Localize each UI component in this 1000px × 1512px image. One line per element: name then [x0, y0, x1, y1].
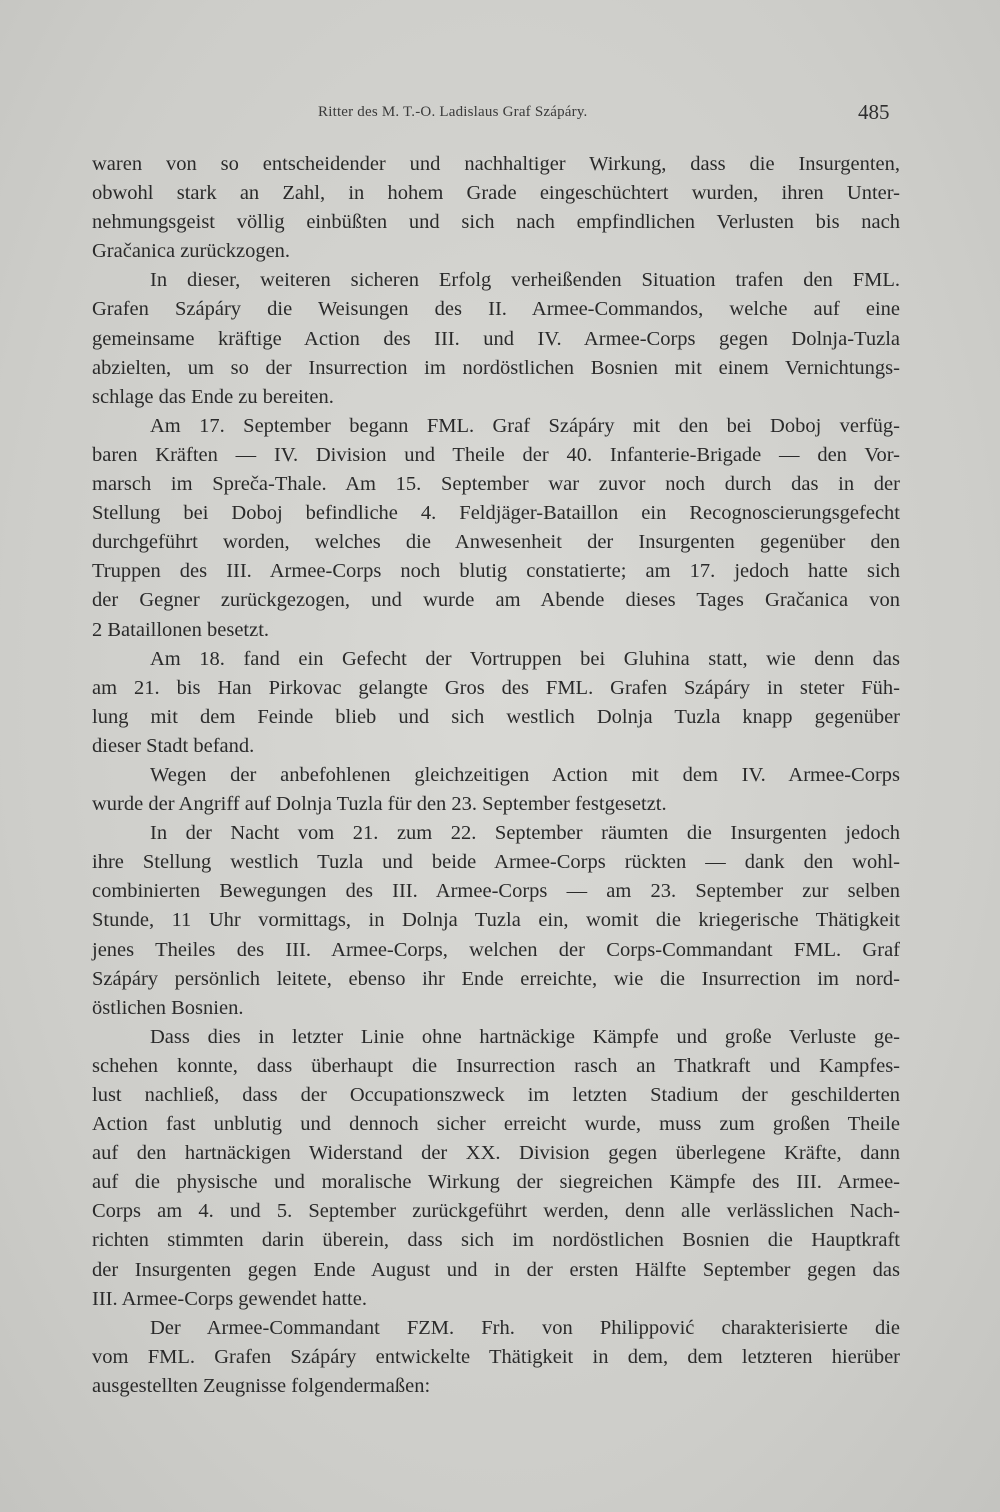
text-line: jenes Theiles des III. Armee-Corps, welchen der Corps-Commandant FML. Graf	[92, 938, 900, 961]
running-head: Ritter des M. T.-O. Ladislaus Graf Szápáry.	[318, 104, 588, 120]
text-line: auf den hartnäckigen Widerstand der XX. Division gegen überlegene Kräfte, dann	[92, 1142, 900, 1165]
text-line: nehmungsgeist völlig einbüßten und sich nach empfindlichen Verlusten bis nach	[92, 211, 900, 234]
page-number: 485	[858, 100, 890, 124]
text-line: Gračanica zurückzogen.	[92, 240, 291, 263]
paragraph-start-line: Dass dies in letzter Linie ohne hartnäckige Kämpfe und große Verluste ge-	[150, 1025, 900, 1048]
paragraph-start-line: Der Armee-Commandant FZM. Frh. von Philippović charakterisierte die	[150, 1316, 900, 1339]
text-line: ausgestellten Zeugnisse folgendermaßen:	[92, 1374, 431, 1397]
text-line: schehen konnte, dass überhaupt die Insurrection rasch an Thatkraft und Kampfes-	[92, 1054, 900, 1077]
text-line: obwohl stark an Zahl, in hohem Grade eingeschüchtert wurden, ihren Unter-	[92, 182, 900, 205]
text-line: Action fast unblutig und dennoch sicher erreicht wurde, muss zum großen Theile	[92, 1113, 900, 1136]
text-line: am 21. bis Han Pirkovac gelangte Gros des FML. Grafen Szápáry in steter Füh-	[92, 676, 900, 699]
text-line: Stunde, 11 Uhr vormittags, in Dolnja Tuzla ein, womit die kriegerische Thätigkeit	[92, 909, 900, 932]
paragraph-start-line: Am 18. fand ein Gefecht der Vortruppen bei Gluhina statt, wie denn das	[150, 647, 900, 670]
text-line: der Gegner zurückgezogen, und wurde am Abende dieses Tages Gračanica von	[92, 589, 900, 612]
text-line: schlage das Ende zu bereiten.	[92, 385, 334, 408]
text-line: lust nachließ, dass der Occupationszweck im letzten Stadium der geschilderten	[92, 1084, 900, 1106]
text-line: durchgeführt worden, welches die Anwesenheit der Insurgenten gegenüber den	[92, 531, 900, 554]
text-line: Szápáry persönlich leitete, ebenso ihr Ende erreichte, wie die Insurrection im nord-	[92, 967, 900, 990]
text-line: 2 Bataillonen besetzt.	[92, 618, 270, 641]
text-line: auf die physische und moralische Wirkung der siegreichen Kämpfe des III. Armee-	[92, 1171, 900, 1194]
text-line: der Insurgenten gegen Ende August und in der ersten Hälfte September gegen das	[92, 1258, 900, 1281]
text-line: Truppen des III. Armee-Corps noch blutig constatierte; am 17. jedoch hatte sich	[92, 560, 900, 583]
text-line: dieser Stadt befand.	[92, 734, 255, 757]
text-line: richten stimmten darin überein, dass sich im nordöstlichen Bosnien die Hauptkraft	[92, 1229, 900, 1252]
text-line: lung mit dem Feinde blieb und sich westlich Dolnja Tuzla knapp gegenüber	[92, 705, 900, 728]
text-line: vom FML. Grafen Szápáry entwickelte Thätigkeit in dem, dem letzteren hierüber	[92, 1345, 900, 1368]
text-line: Grafen Szápáry die Weisungen des II. Armee-Commandos, welche auf eine	[92, 298, 900, 321]
text-line: marsch im Spreča-Thale. Am 15. September war zuvor noch durch das in der	[92, 473, 900, 496]
text-line: gemeinsame kräftige Action des III. und IV. Armee-Corps gegen Dolnja-Tuzla	[92, 327, 900, 350]
text-line: abzielten, um so der Insurrection im nordöstlichen Bosnien mit einem Vernichtungs-	[92, 356, 900, 379]
text-line: baren Kräften — IV. Division und Theile der 40. Infanterie-Brigade — den Vor-	[92, 443, 900, 466]
text-line: III. Armee-Corps gewendet hatte.	[92, 1287, 367, 1310]
text-line: wurde der Angriff auf Dolnja Tuzla für den 23. September festgesetzt.	[92, 793, 667, 816]
text-line: östlichen Bosnien.	[92, 996, 244, 1019]
paragraph-start-line: Wegen der anbefohlenen gleichzeitigen Action mit dem IV. Armee-Corps	[150, 763, 900, 786]
paragraph-start-line: Am 17. September begann FML. Graf Szápáry mit den bei Doboj verfüg-	[150, 414, 900, 437]
text-line: Stellung bei Doboj befindliche 4. Feldjäger-Bataillon ein Recognoscierungsgefecht	[92, 502, 900, 525]
body-text	[92, 150, 900, 1401]
paragraph-start-line: In dieser, weiteren sicheren Erfolg verheißenden Situation trafen den FML.	[150, 269, 900, 292]
text-line: ihre Stellung westlich Tuzla und beide Armee-Corps rückten — dank den wohl-	[92, 851, 900, 874]
paragraph-start-line: In der Nacht vom 21. zum 22. September räumten die Insurgenten jedoch	[150, 822, 900, 845]
text-line: waren von so entscheidender und nachhaltiger Wirkung, dass die Insurgenten,	[92, 153, 900, 175]
text-line: combinierten Bewegungen des III. Armee-Corps — am 23. September zur selben	[92, 880, 900, 903]
text-line: Corps am 4. und 5. September zurückgeführt werden, denn alle verlässlichen Nach-	[92, 1200, 900, 1223]
